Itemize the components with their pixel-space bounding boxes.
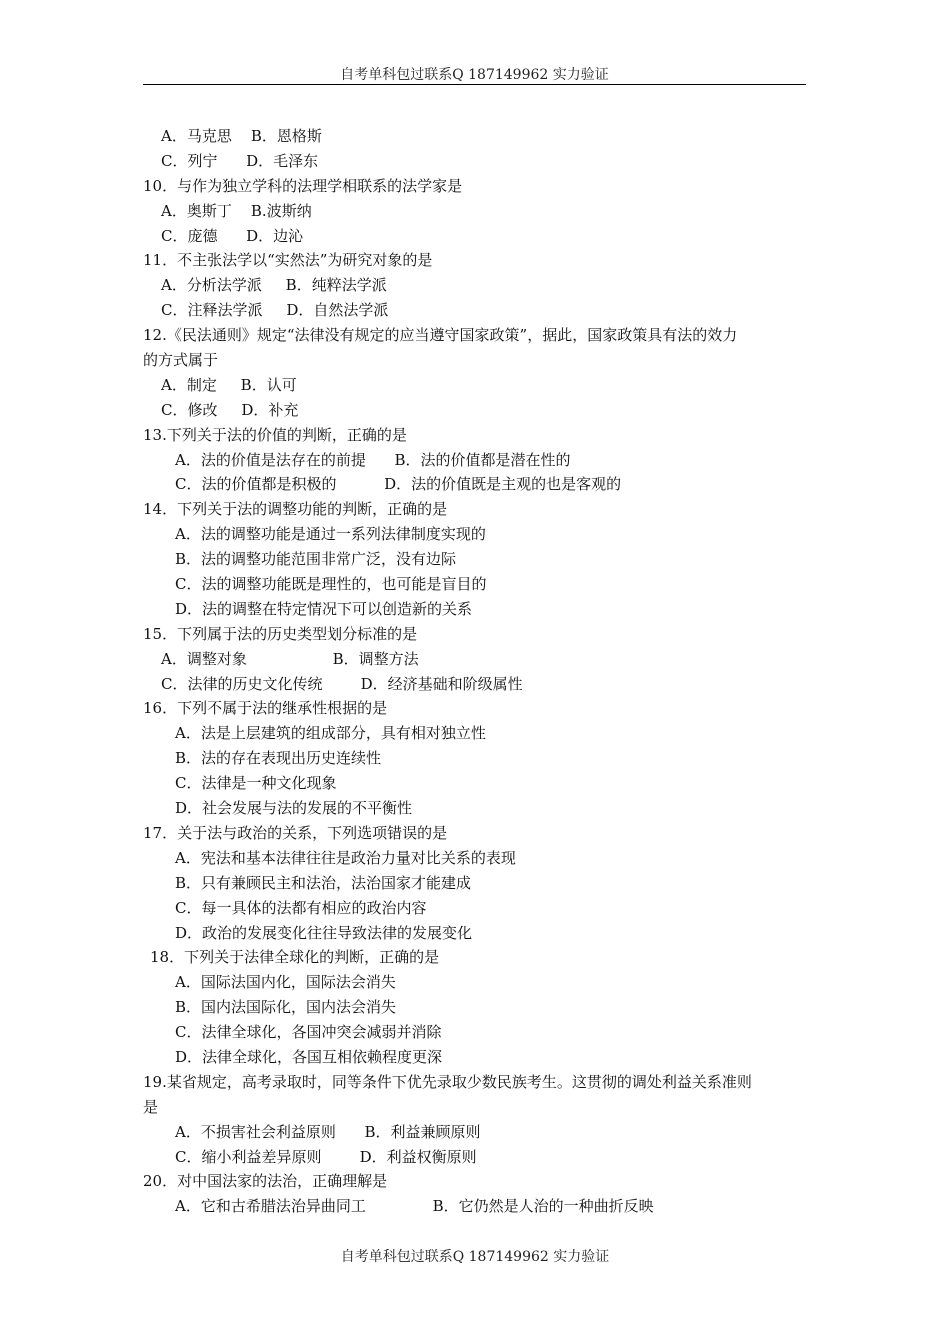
text-line: D．社会发展与法的发展的不平衡性: [175, 799, 413, 818]
text-line: B．只有兼顾民主和法治，法治国家才能建成: [175, 873, 472, 892]
text-line: D．政治的发展变化往往导致法律的发展变化: [175, 923, 473, 942]
text-line: A．马克思 B．恩格斯: [161, 127, 322, 145]
text-line: 11．不主张法学以“实然法”为研究对象的是: [143, 251, 433, 270]
question-list: [143, 124, 811, 1219]
text-line: C．法律的历史文化传统 D．经济基础和阶级属性: [161, 674, 523, 693]
text-line: A．制定 B．认可: [161, 375, 297, 394]
text-line: 20．对中国法家的法治，正确理解是: [143, 1172, 388, 1191]
text-line: 17．关于法与政治的关系，下列选项错误的是: [143, 823, 448, 842]
text-line: A．不损害社会利益原则 B．利益兼顾原则: [175, 1122, 481, 1141]
text-line: A．宪法和基本法律往往是政治力量对比关系的表现: [175, 848, 516, 867]
text-line: A．法是上层建筑的组成部分，具有相对独立性: [175, 724, 486, 743]
text-line: C．修改 D．补充: [161, 400, 299, 419]
text-line: C．庞德 D．边沁: [161, 226, 304, 245]
text-line: 的方式属于: [143, 351, 219, 370]
text-line: A．法的调整功能是通过一系列法律制度实现的: [175, 525, 486, 544]
page-footer: 自考单科包过联系Q 187149962 实力验证: [340, 1249, 610, 1265]
text-line: B．法的调整功能范围非常广泛，没有边际: [175, 550, 457, 569]
text-line: 是: [143, 1097, 159, 1116]
page-header: 自考单科包过联系Q 187149962 实力验证: [340, 67, 609, 83]
text-line: 12.《民法通则》规定“法律没有规定的应当遵守国家政策”，据此，国家政策具有法的效力: [143, 326, 738, 345]
text-line: C．法律是一种文化现象: [175, 774, 337, 793]
header-divider: [143, 84, 806, 85]
text-line: D．法的调整在特定情况下可以创造新的关系: [175, 599, 473, 618]
text-line: A．奥斯丁 B.波斯纳: [161, 201, 312, 220]
text-line: C．法律全球化，各国冲突会减弱并消除: [175, 1023, 442, 1042]
text-line: A．它和古希腊法治异曲同工 B．它仍然是人治的一种曲折反映: [175, 1197, 654, 1216]
text-line: 10．与作为独立学科的法理学相联系的法学家是: [143, 176, 463, 195]
text-line: C．每一具体的法都有相应的政治内容: [175, 898, 427, 917]
text-line: A．法的价值是法存在的前提 B．法的价值都是潜在性的: [175, 450, 571, 469]
text-line: C．注释法学派 D．自然法学派: [161, 301, 389, 320]
text-line: C．法的调整功能既是理性的，也可能是盲目的: [175, 575, 487, 594]
text-line: 13.下列关于法的价值的判断，正确的是: [143, 425, 407, 444]
text-line: B．国内法国际化，国内法会消失: [175, 998, 397, 1017]
text-line: 14．下列关于法的调整功能的判断，正确的是: [143, 500, 448, 519]
text-line: C．列宁 D．毛泽东: [161, 151, 319, 170]
text-line: A．分析法学派 B．纯粹法学派: [161, 276, 387, 295]
text-line: B．法的存在表现出历史连续性: [175, 749, 382, 768]
text-line: 15．下列属于法的历史类型划分标准的是: [143, 624, 418, 643]
text-line: 18．下列关于法律全球化的判断，正确的是: [150, 948, 440, 967]
text-line: A．调整对象 B．调整方法: [161, 649, 419, 668]
text-line: 16．下列不属于法的继承性根据的是: [143, 699, 388, 718]
text-line: A．国际法国内化，国际法会消失: [175, 973, 396, 992]
text-line: D．法律全球化，各国互相依赖程度更深: [175, 1047, 443, 1066]
text-line: C．缩小利益差异原则 D．利益权衡原则: [175, 1147, 477, 1166]
text-line: 19.某省规定，高考录取时，同等条件下优先录取少数民族考生。这贯彻的调处利益关系准则: [143, 1072, 752, 1091]
text-line: C．法的价值都是积极的 D．法的价值既是主观的也是客观的: [175, 475, 622, 494]
